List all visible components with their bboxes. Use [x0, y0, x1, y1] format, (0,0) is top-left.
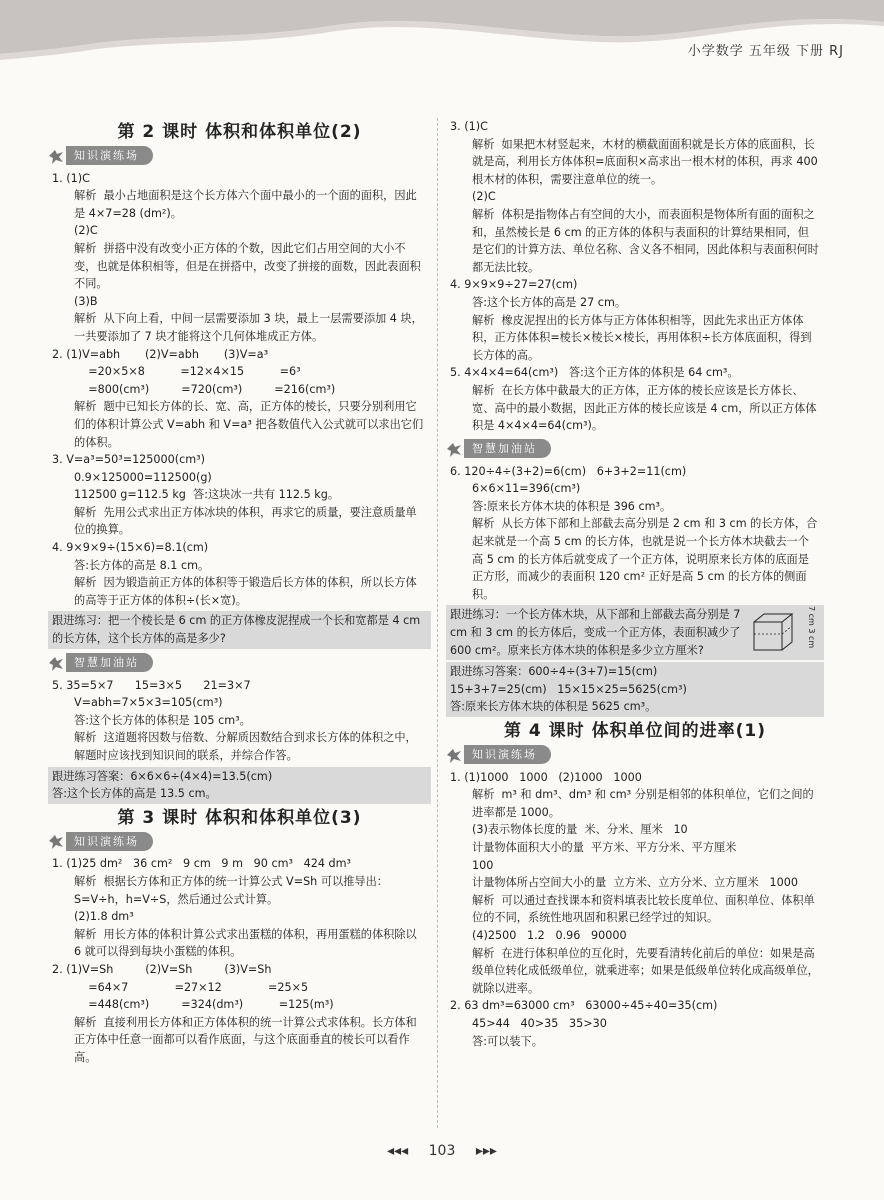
section-tag-label: 知识演练场	[66, 146, 153, 166]
analysis-line: 解析 题中已知长方体的长、宽、高，正方体的棱长，只要分别利用它们的体积计算公式 V=abh 和 V=a³ 把各数值代入公式就可以求出它们的体积。	[74, 400, 424, 449]
answer-line: 5. 4×4×4=64(cm³) 答:这个正方体的体积是 64 cm³。	[450, 366, 739, 380]
answer-line: 100	[472, 858, 494, 872]
page-number: 103	[428, 1143, 456, 1159]
answer-line: 计量物体所占空间大小的量 立方米、立方分米、立方厘米 1000	[472, 876, 798, 890]
analysis-line: 解析 从长方体下部和上部截去高分别是 2 cm 和 3 cm 的长方体，合起来就是一个高 5 cm 的长方体，也就是说一个长方体木块截去一个高 5 cm 的长方体后就变成了一个正方体，说明原来长方体的底面是正方形，而减少的表面积 120 cm² 正好是高 5 cm 的长方体的侧面积。	[472, 517, 818, 601]
section-tag-advanced	[46, 653, 427, 673]
follow-up-exercise	[446, 605, 824, 660]
section-tag-label: 知识演练场	[66, 832, 153, 852]
cuboid-figure	[750, 606, 800, 656]
answer-line: 1. (1)C	[52, 171, 90, 185]
analysis-line: 解析 在进行体积单位的互化时，先要看清转化前后的单位：如果是高级单位转化成低级单位，就乘进率；如果是低级单位转化成高级单位，就除以进率。	[472, 946, 819, 995]
answer-line: 答:这个长方体的高是 13.5 cm。	[52, 787, 217, 801]
analysis-line: 解析 可以通过查找课本和资料填表比较长度单位、面积单位、体积单位的不同，系统性地巩固和积累已经学过的知识。	[472, 893, 815, 925]
answer-line: (2)C	[472, 190, 496, 204]
section-tag-practice	[46, 831, 427, 851]
answer-line: =64×7 =27×12 =25×5	[74, 980, 309, 994]
answer-line: 1. (1)1000 1000 (2)1000 1000	[450, 770, 642, 784]
answer-line: 4. 9×9×9÷27=27(cm)	[450, 278, 578, 292]
runner-icon	[46, 147, 66, 165]
answer-line: 答:原来长方体木块的体积是 5625 cm³。	[450, 700, 657, 714]
answer-line: 答:原来长方体木块的体积是 396 cm³。	[472, 499, 672, 513]
analysis-line: 解析 拼搭中没有改变小正方体的个数，因此它们占用空间的大小不变，也就是体积相等，但是在拼搭中，改变了拼接的面数，因此表面积不同。	[74, 241, 421, 291]
answer-line: 5. 35=5×7 15=3×5 21=3×7	[52, 678, 251, 692]
analysis-line: 解析 用长方体的体积计算公式求出蛋糕的体积，再用蛋糕的体积除以 6 就可以得到每块小蛋糕的体积。	[74, 927, 421, 959]
runner-icon	[46, 654, 66, 672]
answer-line: V=abh=7×5×3=105(cm³)	[74, 696, 223, 710]
lesson-title: 第 3 课时 体积和体积单位(3)	[117, 807, 362, 828]
answer-line: 答:这个长方体的体积是 105 cm³。	[74, 713, 251, 727]
answer-line: (4)2500 1.2 0.96 90000	[472, 928, 627, 942]
runner-icon	[444, 746, 464, 764]
answer-line: 跟进练习答案：600÷4÷(3+7)=15(cm)	[450, 665, 658, 679]
analysis-line: 解析 m³ 和 dm³、dm³ 和 cm³ 分别是相邻的体积单位，它们之间的进率都是 1000。	[472, 788, 814, 819]
lesson-title: 第 4 课时 体积单位间的进率(1)	[504, 721, 766, 741]
answer-line: (3)B	[74, 294, 98, 308]
answer-line: 答:长方体的高是 8.1 cm。	[74, 558, 210, 572]
section-tag-advanced	[444, 439, 820, 459]
answer-line: 3. (1)C	[450, 120, 488, 133]
analysis-line: 解析 如果把木材竖起来，木材的横截面面积就是长方体的底面积，长就是高，利用长方体体积=底面积×高求出一根木材的体积，再求 400 根木材的体积，需要注意单位的统一。	[472, 137, 822, 186]
runner-icon	[46, 832, 66, 850]
answer-line: 1. (1)25 dm² 36 cm² 9 cm 9 m 90 cm³ 424 dm³	[52, 857, 352, 871]
analysis-line: 解析 在长方体中截最大的正方体，正方体的棱长应该是长方体长、宽、高中的最小数据，因此正方体的棱长应该是 4 cm，所以正方体体积是 4×4×4=64(cm³)。	[472, 383, 817, 433]
analysis-line: 解析 这道题将因数与倍数、分解质因数结合到求长方体的体积之中，解题时应该找到知识间的联系，并综合作答。	[74, 731, 417, 762]
analysis-line: 解析 从下向上看，中间一层需要添加 3 块，最上一层需要添加 4 块，一共要添加了 7 块才能将这个几何体堆成正方体。	[74, 312, 423, 343]
answer-line: =800(cm³) =720(cm³) =216(cm³)	[74, 382, 336, 396]
answer-line: 2. 63 dm³=63000 cm³ 63000÷45÷40=35(cm)	[450, 999, 718, 1013]
next-arrows-icon: ▸▸▸	[475, 1143, 497, 1159]
left-column	[52, 118, 427, 1067]
lesson-title: 第 2 课时 体积和体积单位(2)	[117, 122, 362, 142]
answer-line: 2. (1)V=abh (2)V=abh (3)V=a³	[52, 347, 269, 361]
analysis-line: 解析 最小占地面积是这个长方体六个面中最小的一个面的面积，因此是 4×7=28 (dm²)。	[74, 189, 417, 220]
answer-line: 答:这个长方体的高是 27 cm。	[472, 295, 627, 309]
runner-icon	[444, 440, 464, 458]
answer-line: 2. (1)V=Sh (2)V=Sh (3)V=Sh	[52, 962, 272, 976]
section-tag-label: 智慧加油站	[66, 653, 153, 673]
section-tag-label: 知识演练场	[464, 745, 551, 765]
analysis-line: 解析 体积是指物体占有空间的大小，而表面积是物体所有面的面积之和，虽然棱长是 6 cm 的正方体的体积与表面积的计算结果相同，但是它们的计算方法、单位名称、含义各不相同，因此体积与表面积何时都无法比较。	[472, 207, 819, 274]
page-footer	[0, 1143, 884, 1159]
header-title: 小学数学 五年级 下册 RJ	[687, 44, 844, 59]
follow-up-exercise: 跟进练习：把一个棱长是 6 cm 的正方体橡皮泥捏成一个长和宽都是 4 cm 的长方体，这个长方体的高是多少?	[48, 611, 431, 648]
answer-line: (2)C	[74, 224, 98, 238]
answer-line: (3)表示物体长度的量 米、分米、厘米 10	[472, 823, 688, 837]
answer-line: 计量物体面积大小的量 平方米、平方分米、平方厘米	[472, 840, 737, 854]
answer-line: (2)1.8 dm³	[74, 910, 134, 924]
answer-line: 3. V=a³=50³=125000(cm³)	[52, 453, 206, 467]
answer-line: 15+3+7=25(cm) 15×15×25=5625(cm³)	[450, 682, 687, 696]
answer-line: 6×6×11=396(cm³)	[472, 482, 581, 496]
section-tag-label: 智慧加油站	[464, 439, 551, 459]
right-column	[450, 118, 820, 1050]
answer-line: 4. 9×9×9÷(15×6)=8.1(cm)	[52, 541, 209, 555]
answer-line: 112500 g=112.5 kg 答:这块冰一共有 112.5 kg。	[74, 488, 340, 502]
analysis-line: 解析 橡皮泥捏出的长方体与正方体体积相等，因此先求出正方体体积，正方体体积=棱长×棱长×棱长，再用体积÷长方体底面积，得到长方体的高。	[472, 313, 812, 362]
answer-line: 答:可以装下。	[472, 1034, 543, 1048]
analysis-line: 解析 根据长方体和正方体的统一计算公式 V=Sh 可以推导出：S=V÷h，h=V÷S，然后通过公式计算。	[74, 874, 388, 906]
answer-line: =448(cm³) =324(dm³) =125(m³)	[74, 998, 334, 1012]
cuboid-dim-label: 7 cm 3 cm	[807, 606, 816, 649]
analysis-line: 解析 因为锻造前正方体的体积等于锻造后长方体的体积，所以长方体的高等于正方体的体积÷(长×宽)。	[74, 576, 417, 607]
answer-line: 跟进练习答案：6×6×6÷(4×4)=13.5(cm)	[52, 769, 273, 783]
answer-line: 45>44 40>35 35>30	[472, 1016, 607, 1030]
answer-line: =20×5×8 =12×4×15 =6³	[74, 365, 301, 379]
follow-up-answer	[48, 767, 431, 804]
analysis-line: 解析 先用公式求出正方体冰块的体积，再求它的质量，要注意质量单位的换算。	[74, 505, 417, 537]
section-tag-practice	[444, 745, 820, 765]
follow-up-text: 跟进练习：一个长方体木块，从下部和上部截去高分别是 7 cm 和 3 cm 的长方体后，变成一个正方体，表面积减少了 600 cm²。原来长方体木块的体积是多少立方厘米?	[450, 608, 744, 657]
section-tag-practice	[46, 146, 427, 166]
answer-line: 0.9×125000=112500(g)	[74, 470, 212, 484]
analysis-line: 解析 直接利用长方体和正方体体积的统一计算公式求体积。长方体和正方体中任意一面都可以看作底面，与这个底面垂直的棱长可以看作高。	[74, 1015, 417, 1064]
prev-arrows-icon: ◂◂◂	[387, 1143, 409, 1159]
follow-up-answer	[446, 662, 824, 717]
column-divider	[437, 118, 438, 1128]
answer-line: 6. 120÷4÷(3+2)=6(cm) 6+3+2=11(cm)	[450, 464, 687, 478]
